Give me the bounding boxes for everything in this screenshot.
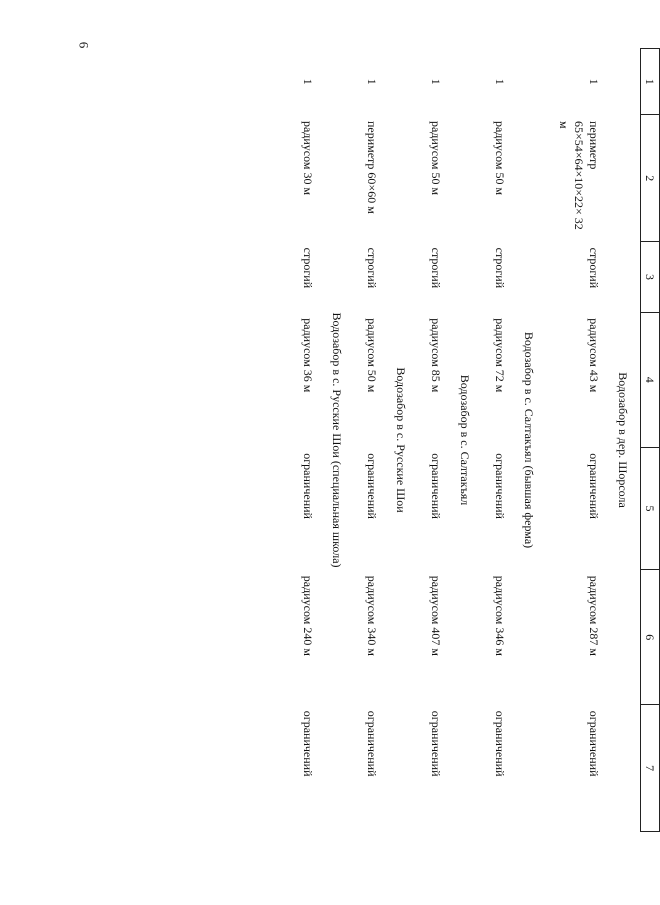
section-title: Водозабор в с. Салтакъял: [458, 374, 472, 506]
cell-col-2: радиусом 50 м: [429, 120, 443, 196]
cell-col-2: периметр 65×54×64×10×22× 32 м: [557, 120, 601, 230]
section-title: Водозабор в с. Салтакъял (бывшая ферма): [522, 331, 536, 549]
section-title-row: [513, 49, 546, 832]
cell-col-1: 1: [429, 78, 443, 85]
column-header-6: 6: [641, 570, 660, 705]
cell-col-6: радиусом 340 м: [365, 575, 379, 656]
section-title-row: [321, 49, 354, 832]
section-title: Водозабор в с. Русские Шои (специальная школа): [330, 312, 344, 568]
section-title-row: [607, 49, 641, 832]
cell-col-3: строгий: [365, 247, 379, 289]
water-intake-table: [290, 48, 660, 832]
cell-col-1: 1: [587, 78, 601, 85]
cell-col-4: радиусом 50 м: [365, 318, 379, 393]
cell-col-7: ограничений: [301, 710, 315, 777]
section-title-row: [385, 49, 418, 832]
cell-col-7: ограничений: [493, 710, 507, 777]
cell-col-7: ограничений: [587, 710, 601, 777]
section-title: Водозабор в с. Русские Шои: [394, 367, 408, 513]
table-row: [546, 49, 607, 832]
column-header-5: 5: [641, 447, 660, 570]
cell-col-6: радиусом 287 м: [587, 575, 601, 656]
cell-col-1: 1: [493, 78, 507, 85]
cell-col-7: ограничений: [365, 710, 379, 777]
cell-col-5: ограничений: [301, 453, 315, 519]
cell-col-4: радиусом 36 м: [301, 318, 315, 393]
cell-col-6: радиусом 346 м: [493, 575, 507, 656]
cell-col-4: радиусом 85 м: [429, 318, 443, 393]
table-row: [354, 49, 385, 832]
cell-col-1: 1: [365, 78, 379, 85]
cell-col-3: строгий: [429, 247, 443, 289]
cell-col-7: ограничений: [429, 710, 443, 777]
table-row: [482, 49, 513, 832]
page-number: 6: [76, 41, 92, 49]
column-header-7: 7: [641, 705, 660, 832]
column-number-header-row: [641, 49, 660, 832]
column-header-4: 4: [641, 312, 660, 447]
cell-col-6: радиусом 407 м: [429, 575, 443, 656]
column-header-1: 1: [641, 49, 660, 115]
cell-col-3: строгий: [493, 247, 507, 289]
cell-col-5: ограничений: [493, 453, 507, 519]
cell-col-6: радиусом 240 м: [301, 575, 315, 656]
cell-col-5: ограничений: [587, 453, 601, 519]
cell-col-3: строгий: [301, 247, 315, 289]
cell-col-2: периметр 60×60 м: [365, 120, 379, 214]
column-header-3: 3: [641, 242, 660, 313]
cell-col-1: 1: [301, 78, 315, 85]
cell-col-4: радиусом 43 м: [587, 318, 601, 393]
section-title: Водозабор в дер. Шорсола: [616, 372, 630, 508]
cell-col-2: радиусом 30 м: [301, 120, 315, 196]
table-row: [418, 49, 449, 832]
rotated-table-container: [92, 48, 660, 832]
table-row: [290, 49, 321, 832]
cell-col-2: радиусом 50 м: [493, 120, 507, 196]
cell-col-3: строгий: [587, 247, 601, 289]
cell-col-5: ограничений: [429, 453, 443, 519]
cell-col-4: радиусом 72 м: [493, 318, 507, 393]
cell-col-5: ограничений: [365, 453, 379, 519]
column-header-2: 2: [641, 115, 660, 242]
section-title-row: [449, 49, 482, 832]
